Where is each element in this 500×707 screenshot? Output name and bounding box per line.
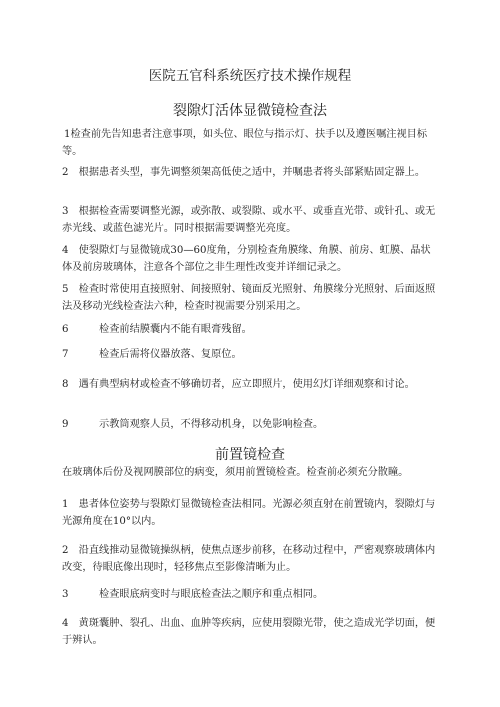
paragraph: 1检查前先告知患者注意事项，如头位、眼位与指示灯、扶手以及遵医嘱注视目标等。 (62, 129, 428, 157)
paragraph: 1 患者体位姿势与裂隙灯显微镜检查法相同。光源必须直射在前置镜内，裂隙灯与光源角度在10°以内。 (62, 499, 436, 527)
paragraph: 6 检查前结膜囊内不能有眼膏残留。 (62, 324, 252, 335)
paragraph: 2 沿直线推动显微镜操纵柄，使焦点逐步前移，在移动过程中，严密观察玻璃体内改变，待眼底像出现时，轻移焦点至影像清晰为止。 (62, 545, 436, 573)
paragraph: 在玻璃体后份及视网膜部位的病变，须用前置镜检查。检查前必须充分散瞳。 (62, 467, 409, 478)
paragraph: 3 根据检查需要调整光源，或弥散、或裂隙、或水平、或垂直光带、或针孔、或无赤光线、或蓝色滤光片。同时根据需要调整光亮度。 (62, 206, 436, 234)
section-heading-front-lens: 前置镜检查 (215, 447, 285, 463)
paragraph: 5 检查时常使用直接照射、间接照射、镜面反光照射、角膜缘分光照射、后面返照法及移动光线检查法六种，检查时视需要分别采用之。 (62, 284, 436, 312)
paragraph: 7 检查后需将仪器放落、复原位。 (62, 349, 242, 360)
paragraph: 4 使裂隙灯与显微镜成30—60度角，分别检查角膜缘、角膜、前房、虹膜、晶状体及前房玻璃体，注意各个部位之非生理性改变并详细记录之。 (62, 245, 431, 273)
paragraph: 9 示教筒观察人员，不得移动机身，以免影响检查。 (62, 419, 324, 430)
paragraph: 4 黄斑囊肿、裂孔、出血、血肿等疾病，应使用裂隙光带，使之造成光学切面，便于辨认。 (62, 618, 436, 646)
paragraph: 8 遇有典型病材或检查不够确切者，应立即照片，使用幻灯详细观察和讨论。 (62, 379, 415, 390)
paragraph: 2 根据患者头型，事先调整须架高低使之适中，并嘱患者将头部紧贴固定器上。 (62, 167, 426, 178)
document-title: 医院五官科系统医疗技术操作规程 (148, 68, 352, 84)
section-heading-slit-lamp: 裂隙灯活体显微镜检查法 (173, 103, 327, 119)
paragraph: 3 检查眼底病变时与眼底检查法之顺序和重点相同。 (62, 589, 324, 600)
